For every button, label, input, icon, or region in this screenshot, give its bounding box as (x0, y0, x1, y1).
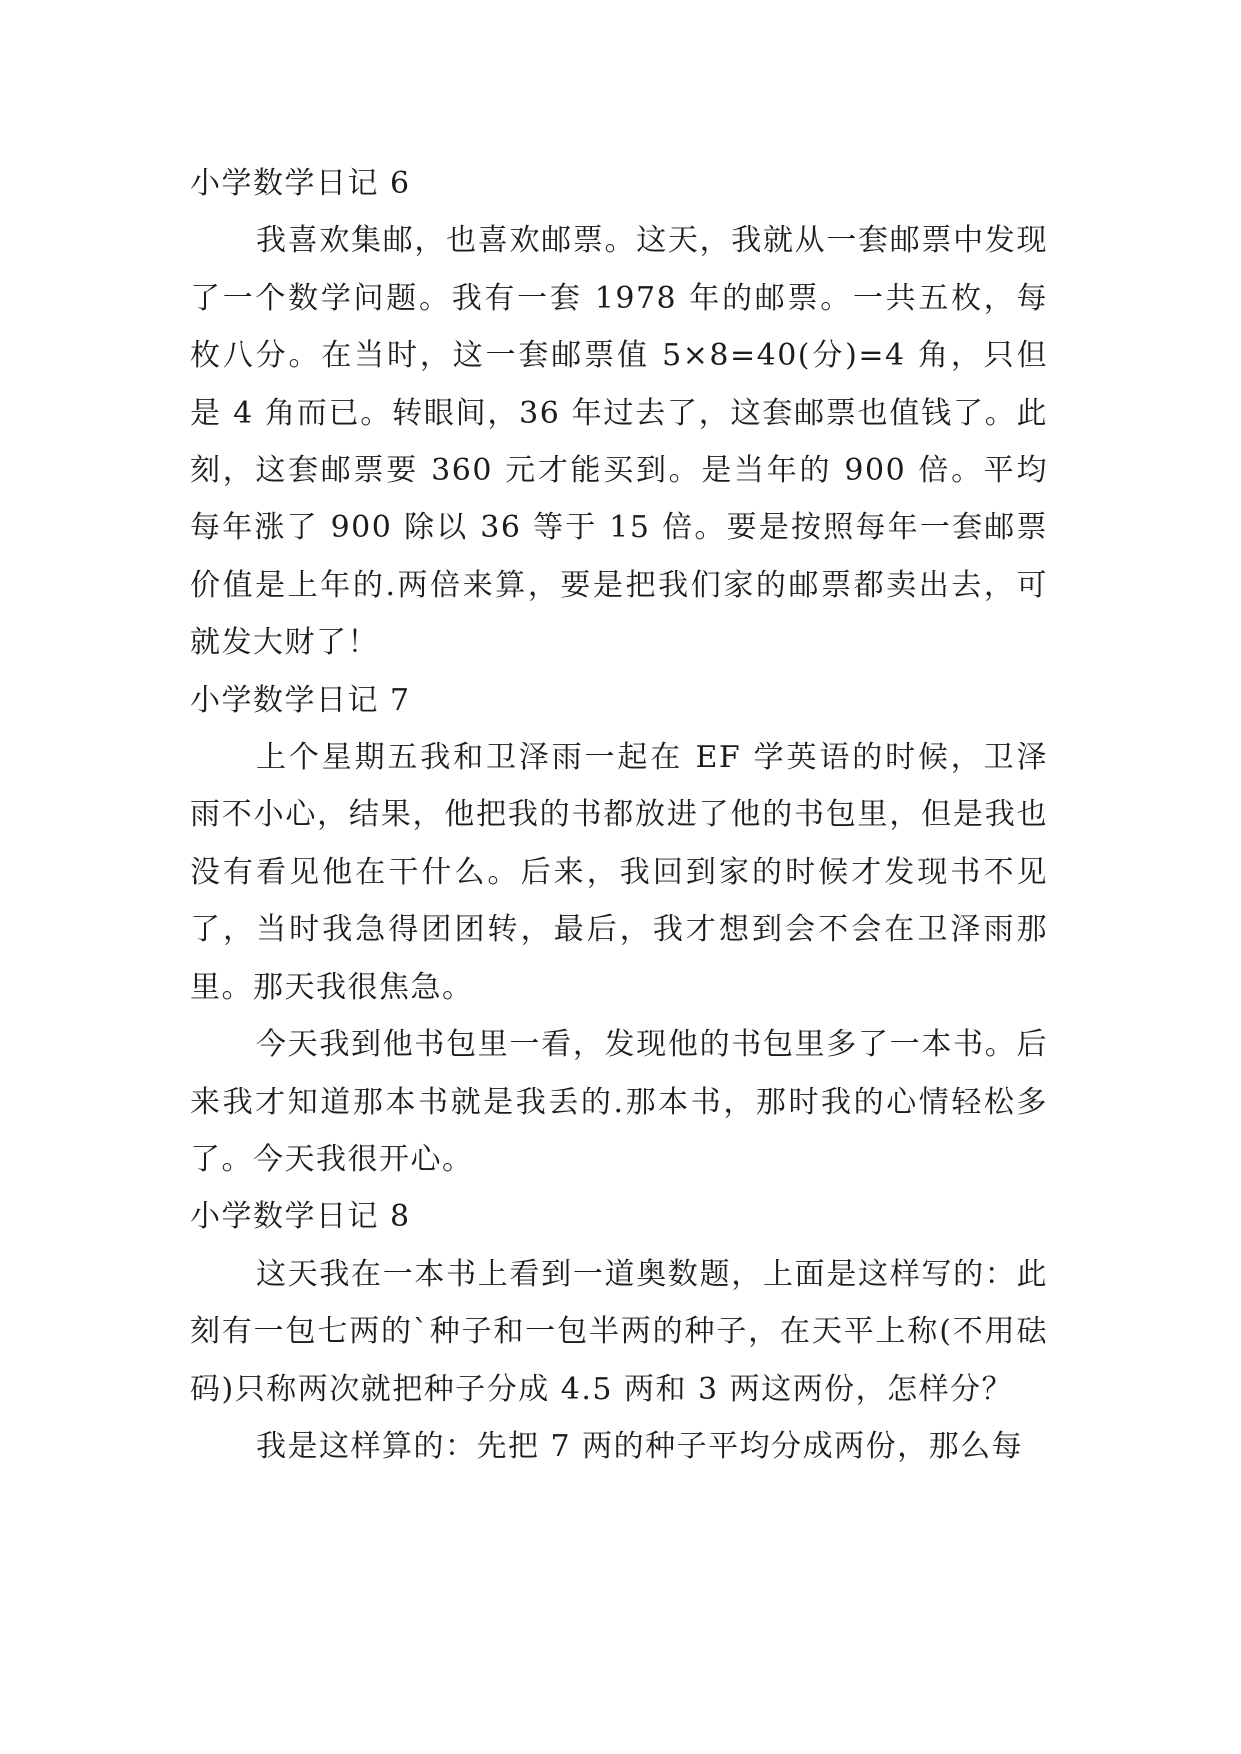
diary-entry-8 (190, 1188, 1048, 1475)
diary-entry-6 (190, 155, 1048, 672)
diary-heading-7: 小学数学日记 7 (190, 682, 411, 718)
diary-heading-8: 小学数学日记 8 (190, 1199, 411, 1235)
diary-paragraph: 这天我在一本书上看到一道奥数题，上面是这样写的：此刻有一包七两的`种子和一包半两的种子，在天平上称(不用砝码)只称两次就把种子分成 4.5 两和 3 两这两份，怎样分？ (190, 1256, 1048, 1407)
diary-paragraph: 上个星期五我和卫泽雨一起在 EF 学英语的时候，卫泽雨不小心，结果，他把我的书都放进了他的书包里，但是我也没有看见他在干什么。后来，我回到家的时候才发现书不见了，当时我急得团团转，最后，我才想到会不会在卫泽雨那里。那天我很焦急。 (190, 740, 1048, 1005)
diary-paragraph: 我是这样算的：先把 7 两的种子平均分成两份，那么每 (256, 1428, 1024, 1464)
document-body (190, 155, 1048, 1475)
diary-paragraph: 我喜欢集邮，也喜欢邮票。这天，我就从一套邮票中发现了一个数学问题。我有一套 1978 年的邮票。一共五枚，每枚八分。在当时，这一套邮票值 5×8=40(分)=4 角，只但是 4 角而已。转眼间，36 年过去了，这套邮票也值钱了。此刻，这套邮票要 360 元才能买到。是当年的 900 倍。平均每年涨了 900 除以 36 等于 15 倍。要是按照每年一套邮票价值是上年的.两倍来算，要是把我们家的邮票都卖出去，可就发大财了！ (190, 223, 1048, 661)
diary-heading-6: 小学数学日记 6 (190, 166, 411, 201)
diary-entry-7 (190, 672, 1048, 1189)
diary-paragraph: 今天我到他书包里一看，发现他的书包里多了一本书。后来我才知道那本书就是我丢的.那本书，那时我的心情轻松多了。今天我很开心。 (190, 1027, 1048, 1177)
